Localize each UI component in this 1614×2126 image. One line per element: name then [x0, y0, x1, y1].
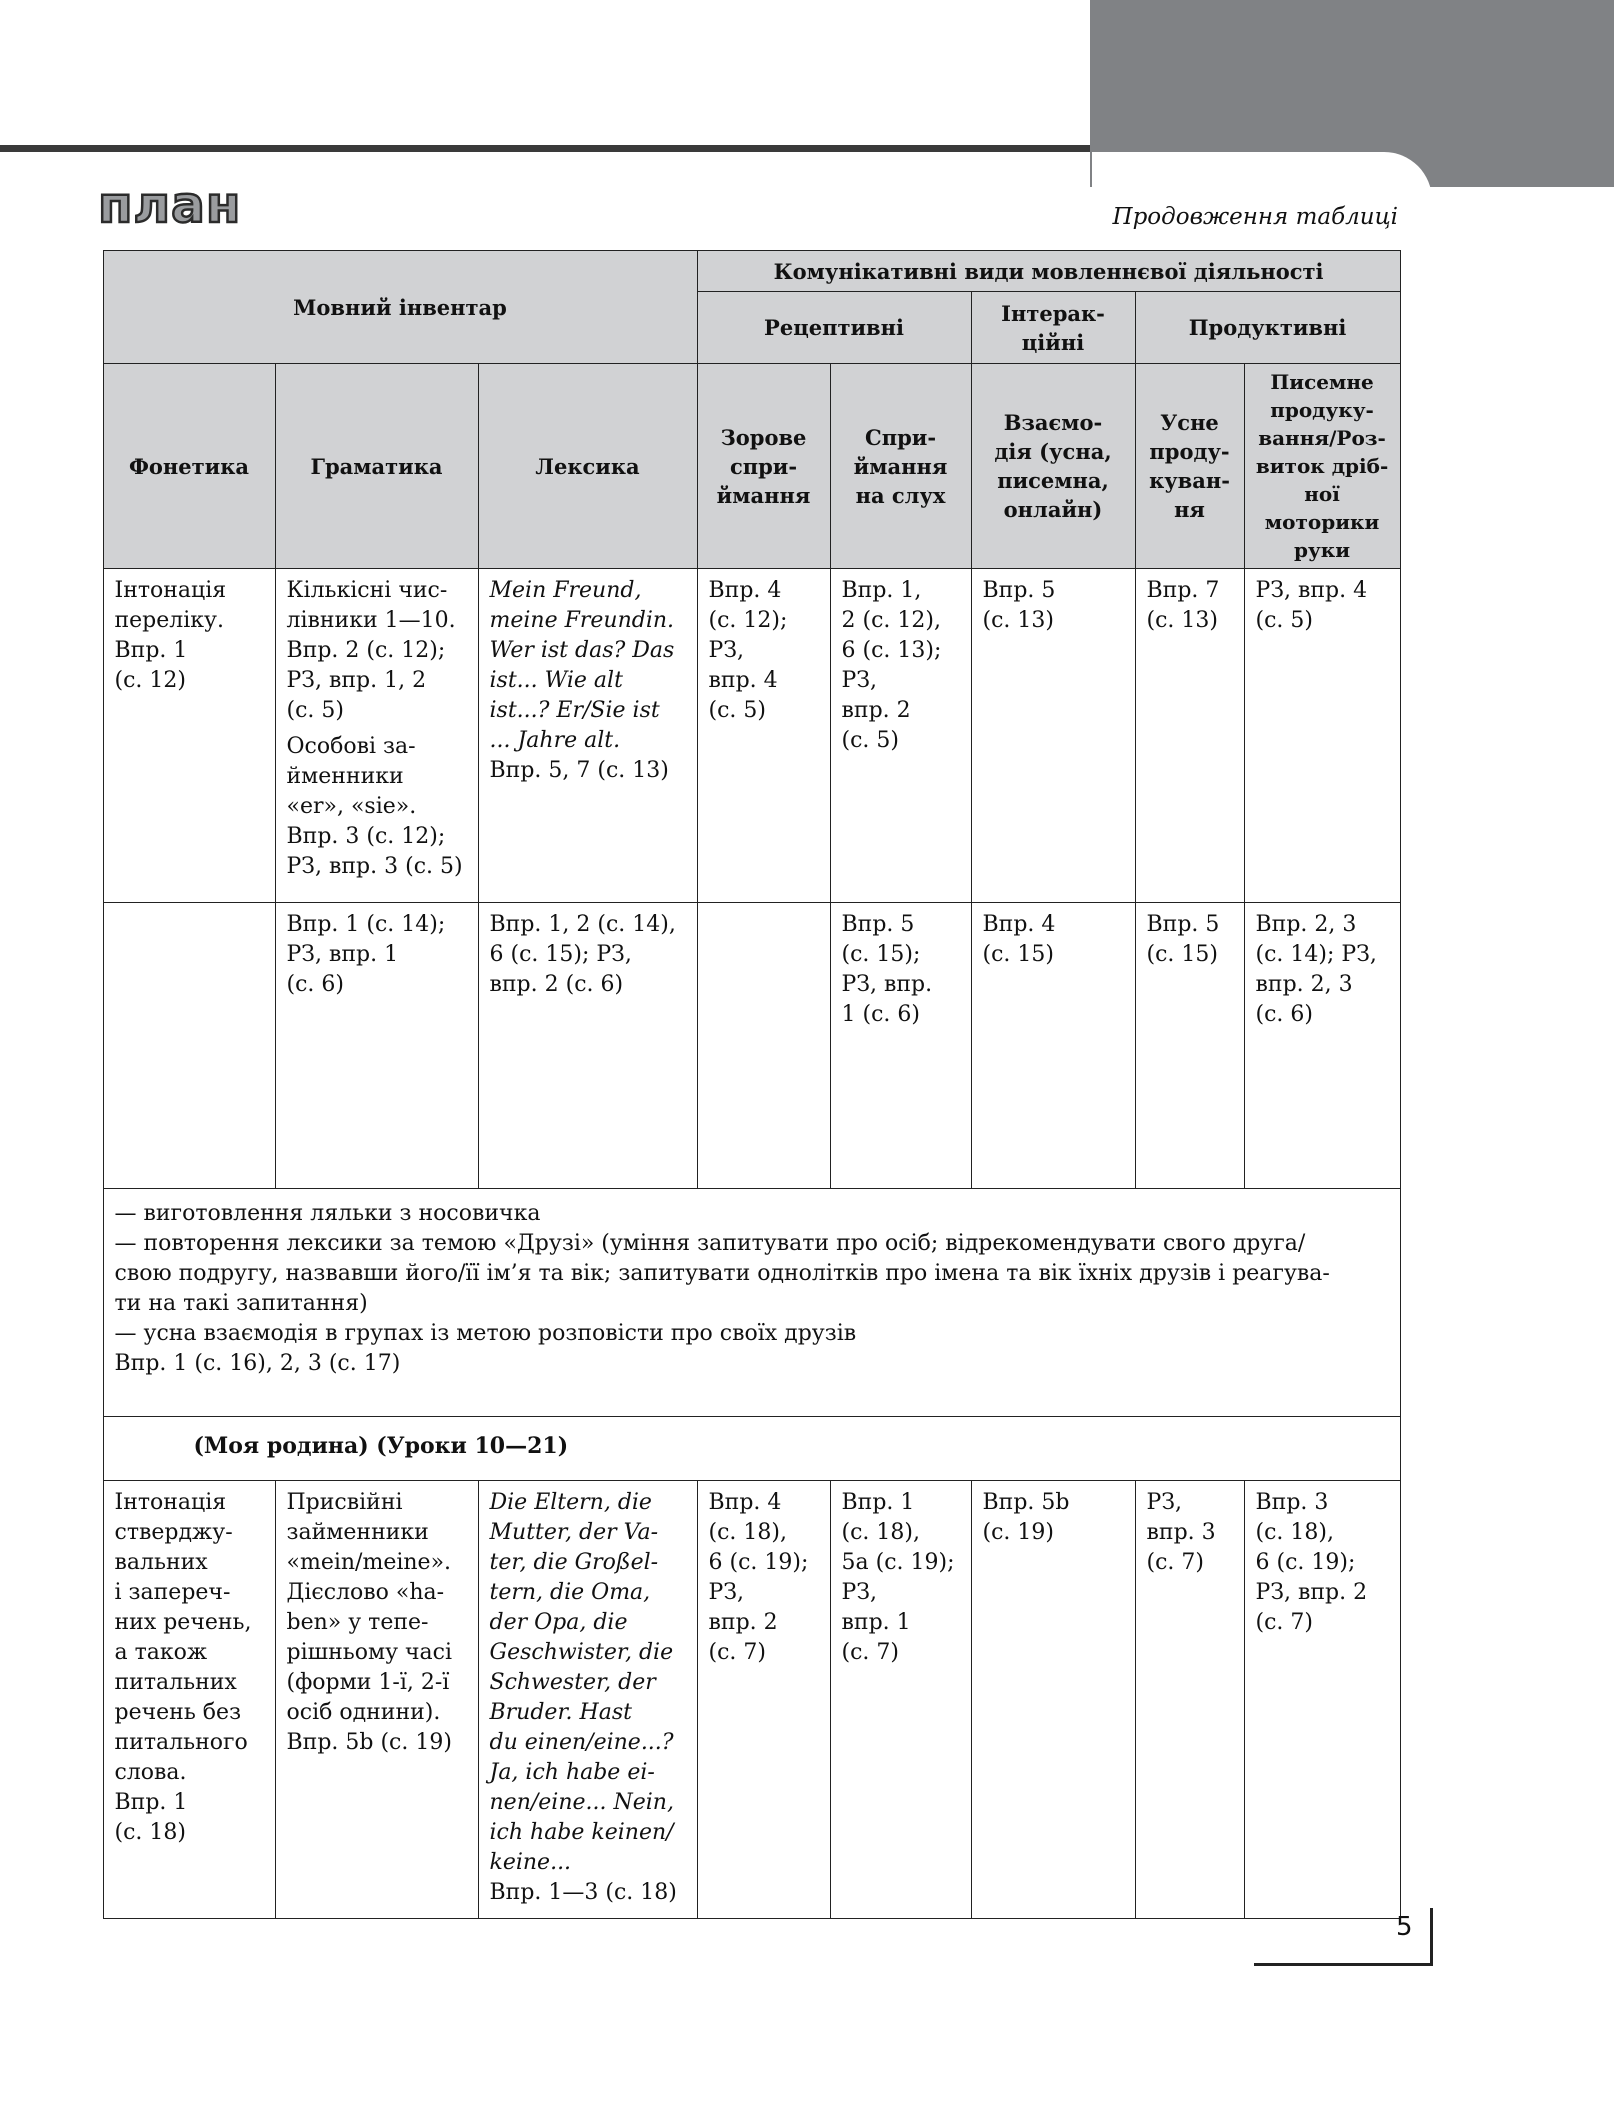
cell-reading: Впр. 4 (с. 18), 6 (с. 19); РЗ, впр. 2 (с. 7) [697, 1481, 830, 1919]
col-lexis: Лексика [478, 364, 697, 569]
cell-phonetics [103, 903, 275, 1189]
row-gutter [80, 569, 103, 903]
project-item: — усна взаємодія в групах із метою розповісти про своїх друзів [114, 1321, 857, 1346]
cell-interaction: Впр. 5b (с. 19) [971, 1481, 1135, 1919]
row-gutter [80, 903, 103, 1189]
lexis-examples: Die Eltern, die Mutter, der Va- ter, die Großel- tern, die Oma, der Opa, die Geschwister, die Schwester, der Bruder. Hast du einen/eine...? Ja, ich habe ei- nen/eine... Nein, ich habe keinen/ keine... [489, 1490, 674, 1875]
col-writing: Писемне продуку- вання/Роз- виток дріб- ної моторики руки [1244, 364, 1400, 569]
cell-grammar [275, 569, 478, 903]
lexis-exercises: Впр. 5, 7 (с. 13) [489, 758, 669, 783]
cell-reading: Впр. 4 (с. 12); РЗ, впр. 4 (с. 5) [697, 569, 830, 903]
row-gutter [80, 1189, 103, 1417]
cell-speaking: Впр. 7 (с. 13) [1135, 569, 1244, 903]
cell-lexis [478, 569, 697, 903]
header-language-inventory: Мовний інвентар [103, 251, 697, 364]
cell-listening: Впр. 5 (с. 15); РЗ, впр. 1 (с. 6) [830, 903, 971, 1189]
cell-listening: Впр. 1 (с. 18), 5a (с. 19); РЗ, впр. 1 (с. 7) [830, 1481, 971, 1919]
col-listening: Спри- ймання на слух [830, 364, 971, 569]
cell-listening: Впр. 1, 2 (с. 12), 6 (с. 13); РЗ, впр. 2 (с. 5) [830, 569, 971, 903]
cell-writing: Впр. 3 (с. 18), 6 (с. 19); РЗ, впр. 2 (с. 7) [1244, 1481, 1400, 1919]
col-reading: Зорове спри- ймання [697, 364, 830, 569]
cell-interaction: Впр. 5 (с. 13) [971, 569, 1135, 903]
col-grammar: Граматика [275, 364, 478, 569]
grammar-item: Особові за- йменники «er», «sie». Впр. 3 (с. 12); РЗ, впр. 3 (с. 5) [286, 734, 463, 879]
table-gutter [80, 251, 103, 569]
section-title: план [98, 176, 242, 234]
cell-project-activities [103, 1189, 1400, 1417]
cell-speaking: Впр. 5 (с. 15) [1135, 903, 1244, 1189]
project-item: — виготовлення ляльки з носовичка [114, 1201, 541, 1226]
lexis-exercises: Впр. 1—3 (с. 18) [489, 1880, 677, 1905]
table-row [80, 569, 1400, 903]
project-row [80, 1189, 1400, 1417]
header-interactive: Інтерак- ційні [971, 292, 1135, 364]
row-gutter [80, 1417, 103, 1481]
header-row-1 [80, 251, 1400, 292]
cell-writing: РЗ, впр. 4 (с. 5) [1244, 569, 1400, 903]
grammar-item: Кількісні чис- лівники 1—10. Впр. 2 (с. 12); РЗ, впр. 1, 2 (с. 5) [286, 578, 456, 723]
page-number: 5 [1396, 1912, 1413, 1942]
header-communicative-activities: Комунікативні види мовленнєвої діяльності [697, 251, 1400, 292]
header-productive: Продуктивні [1135, 292, 1400, 364]
theme-row [80, 1417, 1400, 1481]
table-continuation-label: Продовження таблиці [1112, 204, 1398, 230]
footer-rule-vertical [1430, 1908, 1433, 1966]
theme-title: (Моя родина) (Уроки 10—21) [103, 1417, 1400, 1481]
header-row-3 [80, 364, 1400, 569]
cell-grammar: Присвійні займенники «mein/meine». Дієслово «ha- ben» у тепе- рішньому часі (форми 1-ї, 2-ї осіб однини). Впр. 5b (с. 19) [275, 1481, 478, 1919]
project-exercises: Впр. 1 (с. 16), 2, 3 (с. 17) [114, 1351, 401, 1376]
cell-grammar: Впр. 1 (с. 14); РЗ, впр. 1 (с. 6) [275, 903, 478, 1189]
header-notch [1092, 152, 1432, 212]
col-speaking: Усне проду- куван- ня [1135, 364, 1244, 569]
lesson-plan-table [80, 250, 1401, 1919]
col-phonetics: Фонетика [103, 364, 275, 569]
cell-lexis: Впр. 1, 2 (с. 14), 6 (с. 15); РЗ, впр. 2 (с. 6) [478, 903, 697, 1189]
cell-writing: Впр. 2, 3 (с. 14); РЗ, впр. 2, 3 (с. 6) [1244, 903, 1400, 1189]
cell-speaking: РЗ, впр. 3 (с. 7) [1135, 1481, 1244, 1919]
table-row [80, 1481, 1400, 1919]
cell-lexis [478, 1481, 697, 1919]
footer-rule [1254, 1963, 1432, 1966]
lexis-examples: Mein Freund, meine Freundin. Wer ist das? Das ist... Wie alt ist...? Er/Sie ist ... Jahre alt. [489, 578, 675, 753]
col-interaction: Взаємо- дія (усна, писемна, онлайн) [971, 364, 1135, 569]
row-gutter [80, 1481, 103, 1919]
project-item: — повторення лексики за темою «Друзі» (уміння запитувати про осіб; відрекомендувати свого друга/ свою подругу, назвавши його/її ім’я та вік; запитувати однолітків про імена та вік їхніх друзів і реагува- ти на такі запитання) [114, 1231, 1330, 1316]
table-row [80, 903, 1400, 1189]
cell-phonetics: Інтонація стверджу- вальних і запереч- них речень, а також питальних речень без питального слова. Впр. 1 (с. 18) [103, 1481, 275, 1919]
cell-interaction: Впр. 4 (с. 15) [971, 903, 1135, 1189]
header-receptive: Рецептивні [697, 292, 971, 364]
cell-phonetics: Інтонація переліку. Впр. 1 (с. 12) [103, 569, 275, 903]
header-rule [0, 145, 1090, 152]
cell-reading [697, 903, 830, 1189]
